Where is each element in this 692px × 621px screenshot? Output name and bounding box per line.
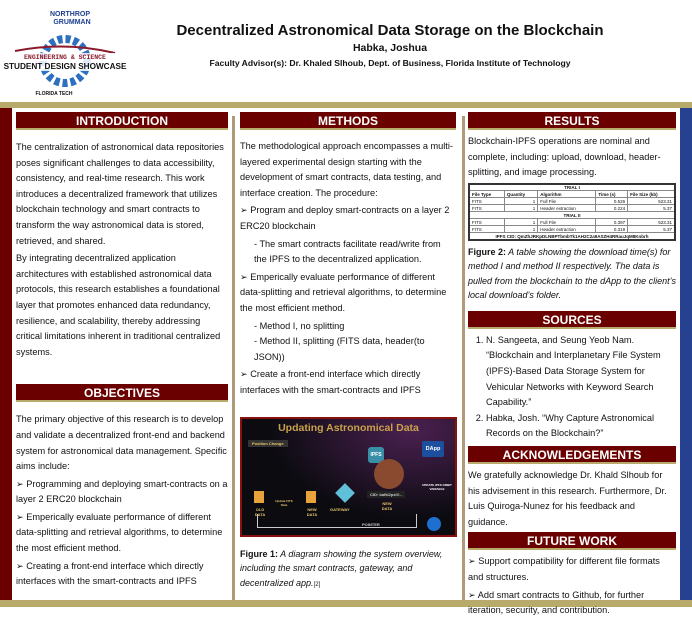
trial-heading: TRIAL II: [469, 212, 675, 219]
method-item: ➢ Create a front-end interface which directly interfaces with the smart-contracts and IPFS: [240, 369, 421, 395]
figure2-caption: [468, 245, 676, 303]
left-border: [0, 108, 12, 600]
svg-text:ENGINEERING & SCIENCE: ENGINEERING & SCIENCE: [24, 54, 106, 61]
column-header: Quantity: [504, 191, 537, 198]
future-item: ➢ Add smart contracts to Github, for further iteration, security, and contribution.: [468, 589, 645, 616]
column-header: Algorithm: [538, 191, 596, 198]
method-item: ➢ Program and deploy smart-contracts on a layer 2 ERC20 blockchain: [240, 205, 450, 231]
figure1-caption: [240, 547, 456, 593]
diagram-label: POINTER: [362, 521, 380, 527]
objectives-paragraph: The primary objective of this research is to develop and validate a decentralized front-end and backend system for astronomical data management. Specific aims include:: [16, 414, 227, 472]
method-subitem: - Method I, no splitting: [254, 320, 345, 331]
svg-text:GRUMMAN: GRUMMAN: [53, 19, 91, 26]
middle-column: [240, 112, 456, 592]
right-border: [680, 108, 692, 600]
caption-text: A table showing the download time(s) for method I and method II respectively. The data is pulled from the blockchain to the dApp to the client’s local download’s folder.: [468, 246, 676, 301]
source-item: 1. N. Sangeeta, and Seung Yeob Nam. “Blockchain and Interplanetary File System (IPFS)-Based Data Storage System for Vehicular Networks with Keyword Search Capability.”: [486, 333, 676, 411]
column-header: File Size (kb): [628, 191, 675, 198]
showcase-logo: [3, 6, 127, 98]
objective-item: ➢ Creating a front-end interface which directly interfaces with the smart-contracts and IPFS: [16, 560, 204, 587]
cell: 0.526: [596, 198, 628, 205]
mars-image: [374, 459, 404, 489]
cell: 1: [504, 205, 537, 212]
cell: 0.397: [596, 219, 628, 226]
cell: 1: [504, 219, 537, 226]
method-subitem: - The smart contracts facilitate read/write from the IPFS to the decentralized application.: [254, 238, 441, 265]
table-row: [469, 205, 675, 212]
cell: Header extraction: [538, 226, 596, 233]
diagram-label: OLD DATA: [254, 506, 266, 517]
cell: 523.31: [628, 219, 675, 226]
ipfs-cid: IPFS CID: QmZhJRKpDLNBPTbmbTk1AH2C2a9ASZH4RRauJqM8Knbrh: [469, 233, 675, 240]
cell: 1: [504, 226, 537, 233]
cell: FITS: [469, 198, 504, 205]
cell: Full File: [538, 198, 596, 205]
objective-item: ➢ Programming and deploying smart-contracts on a layer 2 ERC20 blockchain: [16, 478, 228, 505]
diagram-label: UPDATE IPFS ORBIT VARIABLE: [422, 482, 452, 491]
results-table: [468, 183, 676, 241]
method-item: ➢ Emperically evaluate performance of different data-splitting and retrieval algorithms, to determine the most efficient method.: [240, 271, 447, 313]
figure1-diagram: [240, 417, 457, 537]
column-divider: [232, 116, 235, 600]
dapp-node: DApp: [422, 441, 444, 457]
table-row: [469, 219, 675, 226]
user-icon: [427, 517, 441, 531]
right-column: [468, 112, 676, 621]
acknowledgements-heading: ACKNOWLEDGEMENTS: [468, 446, 676, 464]
diagram-label: NEW DATA: [306, 506, 318, 517]
author: Habka, Joshua: [352, 42, 428, 54]
trial-heading: TRIAL I: [469, 184, 675, 191]
column-header: Time (s): [596, 191, 628, 198]
acknowledgements-paragraph: We gratefully acknowledge Dr. Khald Slhoub for his advisement in this research. Furthermore, Dr. Luis Quiroga-Nunez for his feedback and guidance.: [468, 469, 667, 527]
future-work-heading: FUTURE WORK: [468, 532, 676, 550]
caption-text: A diagram showing the system overview, including the smart contracts, gateway, and decentralized app.: [240, 548, 443, 588]
poster-header: [140, 22, 640, 68]
introduction-heading: INTRODUCTION: [16, 112, 228, 130]
cell: 1: [504, 198, 537, 205]
objectives-heading: OBJECTIVES: [16, 384, 228, 402]
diagram-title: Updating Astronomical Data: [278, 421, 419, 434]
cell: 5.37: [628, 226, 675, 233]
source-item: 2. Habka, Josh. “Why Capture Astronomical Records on the Blockchain?”: [486, 411, 676, 442]
results-heading: RESULTS: [468, 112, 676, 130]
svg-text:STUDENT DESIGN SHOWCASE: STUDENT DESIGN SHOWCASE: [3, 62, 127, 71]
cell: FITS: [469, 226, 504, 233]
svg-text:FLORIDA TECH: FLORIDA TECH: [35, 91, 73, 97]
diagram-label: NEW DATA: [381, 500, 393, 511]
table-row: [469, 226, 675, 233]
gateway-cube: [335, 483, 355, 503]
intro-paragraph: The centralization of astronomical data repositories poses significant challenges to data accessibility, consistency, and real-time research. This work introduces a decentralized framework that utilizes blockchain technology and smart contracts to transform the way astronomical data is stored, retrieved, and shared.: [16, 142, 224, 246]
methods-paragraph: The methodological approach encompasses a multi-layered experimental design starting with the development of smart contracts, data testing, and interface creation. The procedure:: [240, 141, 453, 198]
ipfs-node: IPFS: [368, 447, 384, 463]
diagram-label: GATEWAY: [330, 506, 350, 512]
column-divider: [462, 116, 465, 600]
cell: 0.224: [596, 205, 628, 212]
cell: Full File: [538, 219, 596, 226]
method-subitem: - Method II, splitting (FITS data, header(to JSON)): [254, 336, 425, 362]
caption-label: Figure 1:: [240, 548, 279, 559]
column-header: File Type: [469, 191, 504, 198]
caption-label: Figure 2:: [468, 246, 507, 257]
future-item: ➢ Support compatibility for different file formats and structures.: [468, 556, 660, 582]
cell: Header extraction: [538, 205, 596, 212]
results-paragraph: Blockchain-IPFS operations are nominal and complete, including: upload, download, header-splitting, and image processing.: [468, 136, 661, 178]
cell: 5.37: [628, 205, 675, 212]
cell: 0.319: [596, 226, 628, 233]
left-column: [16, 112, 228, 592]
diagram-label: Update FITS Data: [275, 498, 293, 507]
cell: FITS: [469, 205, 504, 212]
diagram-label: Position Change: [248, 440, 288, 447]
sources-heading: SOURCES: [468, 311, 676, 329]
cell: FITS: [469, 219, 504, 226]
table-row: [469, 198, 675, 205]
advisor: Faculty Advisor(s): Dr. Khaled Slhoub, Dept. of Business, Florida Institute of Technology: [209, 58, 571, 68]
pointer-arrow: [257, 514, 417, 528]
cell: 523.31: [628, 198, 675, 205]
poster-title: Decentralized Astronomical Data Storage on the Blockchain: [176, 22, 604, 39]
methods-heading: METHODS: [240, 112, 456, 130]
intro-paragraph: By integrating decentralized application architectures with established astronomical data protocols, this research establishes a foundational layer that promotes enhanced data redundancy, resilience, and scalability, thereby addressing critical limitations inherent in traditional centralized systems.: [16, 253, 221, 357]
svg-text:NORTHROP: NORTHROP: [49, 11, 91, 18]
old-data-file: [254, 491, 264, 503]
top-gold-bar: [0, 102, 692, 108]
diagram-label: CID: bafkl2pxiV...: [367, 491, 405, 498]
objective-item: ➢ Emperically evaluate performance of different data-splitting and retrieval algorithms, to determine the most efficient method.: [16, 511, 223, 554]
citation-ref: [2]: [313, 581, 321, 588]
new-data-file: [306, 491, 316, 503]
